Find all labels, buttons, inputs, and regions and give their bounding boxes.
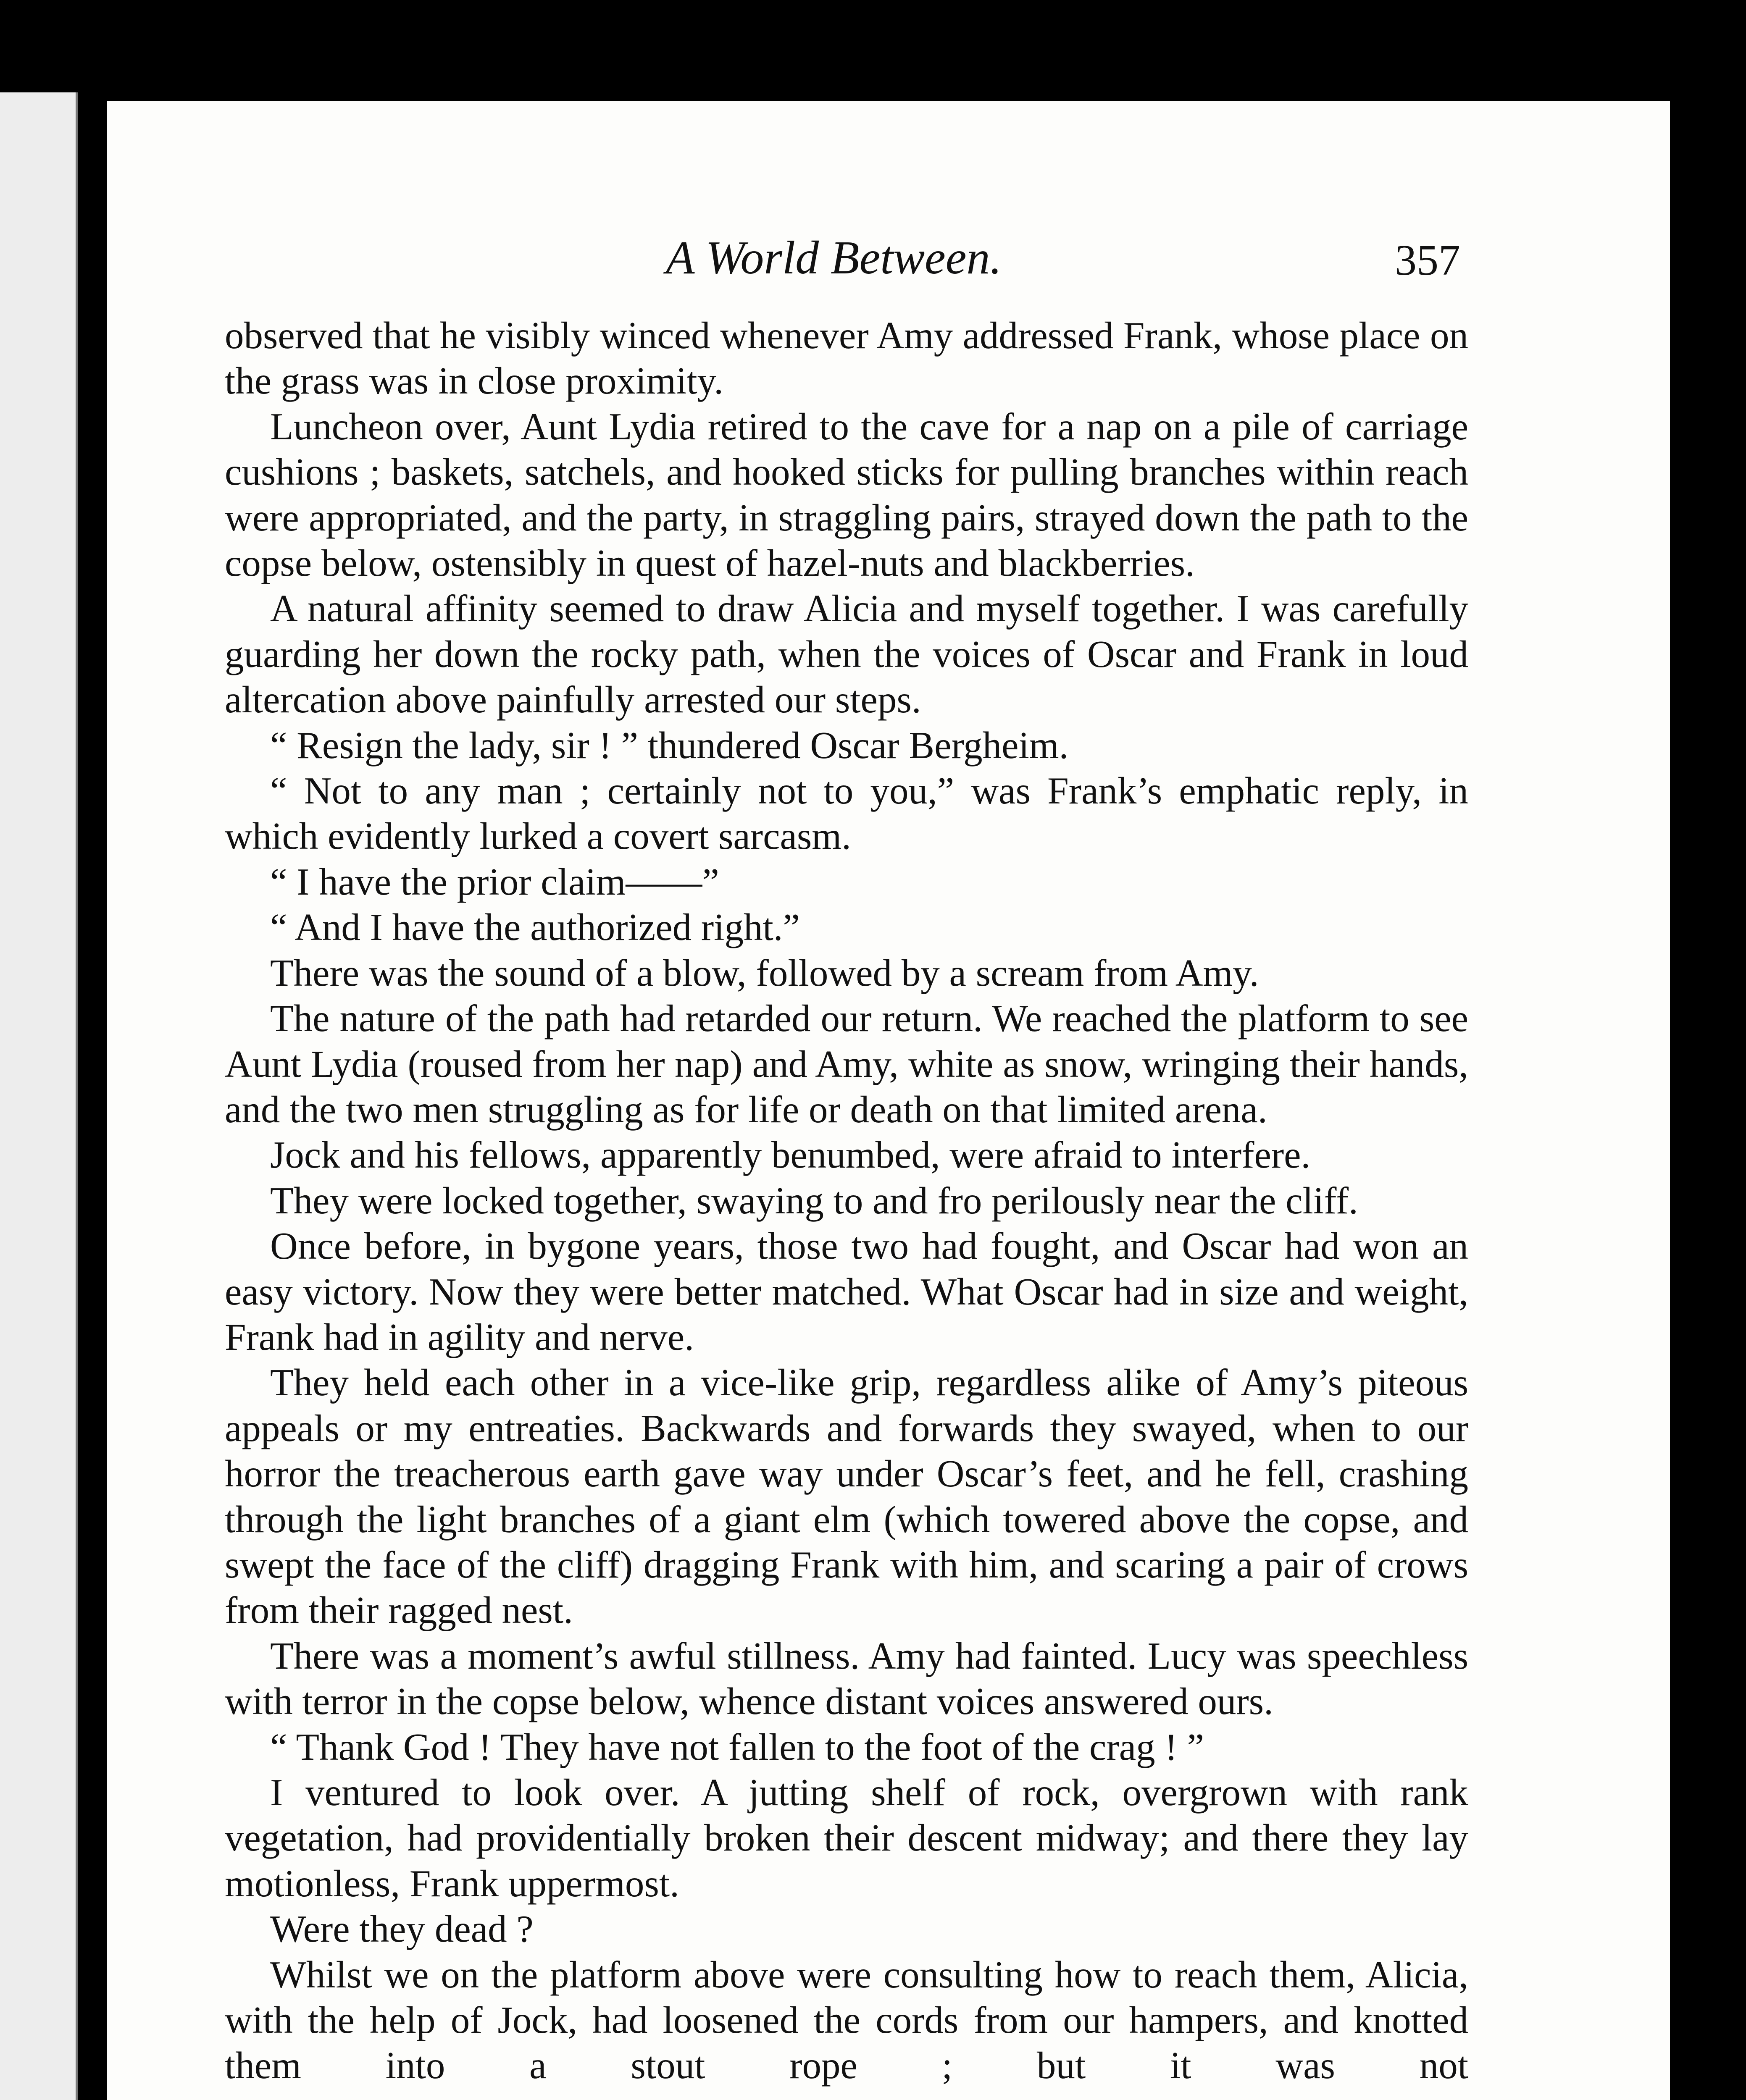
body-text (225, 313, 1468, 2089)
paragraph: “ Thank God ! They have not fallen to the foot of the crag ! ” (270, 1725, 1204, 1768)
paragraph: “ Not to any man ; certainly not to you,” was Frank’s emphatic reply, in which evidently lurked a covert sarcasm. (225, 769, 1468, 858)
page-header (107, 231, 1670, 290)
paragraph: “ And I have the authorized right.” (270, 906, 800, 949)
paragraph: I ventured to look over. A jutting shelf of rock, overgrown with rank vegetation, had providentially broken their descent midway; and there they lay motionless, Frank uppermost. (225, 1771, 1468, 1905)
paragraph: They were locked together, swaying to and fro perilously near the cliff. (270, 1179, 1358, 1222)
paragraph: The nature of the path had retarded our return. We reached the platform to see Aunt Lydia (roused from her nap) and Amy, white as snow, wringing their hands, and the two men struggling as for life or death on that limited arena. (225, 997, 1468, 1131)
page-number: 357 (1395, 236, 1460, 284)
paragraph: “ I have the prior claim——” (270, 860, 719, 903)
paragraph: Were they dead ? (270, 1908, 534, 1950)
paragraph: “ Resign the lady, sir ! ” thundered Oscar Bergheim. (270, 724, 1069, 766)
paragraph: There was a moment’s awful stillness. Amy had fainted. Lucy was speechless with terror in the copse below, whence distant voices answered ours. (225, 1634, 1468, 1723)
paragraph: They held each other in a vice-like grip, regardless alike of Amy’s piteous appeals or my entreaties. Backwards and forwards they swayed, when to our horror the treacherous earth gave way under Oscar’s feet, and he fell, crashing through the light branches of a giant elm (which towered above the copse, and swept the face of the cliff) dragging Frank with him, and scaring a pair of crows from their ragged nest. (225, 1361, 1468, 1632)
paragraph: Luncheon over, Aunt Lydia retired to the cave for a nap on a pile of carriage cushions ; baskets, satchels, and hooked sticks for pulling branches within reach were appropriated, and the party, in straggling pairs, strayed down the path to the copse below, ostensibly in quest of hazel-nuts and blackberries. (225, 405, 1468, 585)
paragraph: There was the sound of a blow, followed by a scream from Amy. (270, 951, 1259, 994)
book-page (107, 101, 1670, 2100)
paragraph: Once before, in bygone years, those two had fought, and Oscar had won an easy victory. Now they were better matched. What Oscar had in size and weight, Frank had in agility and nerve. (225, 1225, 1468, 1358)
paragraph: Jock and his fellows, apparently benumbed, were afraid to interfere. (270, 1134, 1311, 1176)
paragraph: A natural affinity seemed to draw Alicia and myself together. I was carefully guarding her down the rocky path, when the voices of Oscar and Frank in loud altercation above painfully arrested our steps. (225, 587, 1468, 721)
facing-page-edge (0, 92, 78, 2100)
running-title: A World Between. (666, 232, 1002, 284)
paragraph: observed that he visibly winced whenever Amy addressed Frank, whose place on the grass was in close proximity. (225, 314, 1468, 402)
paragraph: Whilst we on the platform above were consulting how to reach them, Alicia, with the help of Jock, had loosened the cords from our hampers, and knotted them into a stout rope ; but it was not (225, 1953, 1468, 2087)
